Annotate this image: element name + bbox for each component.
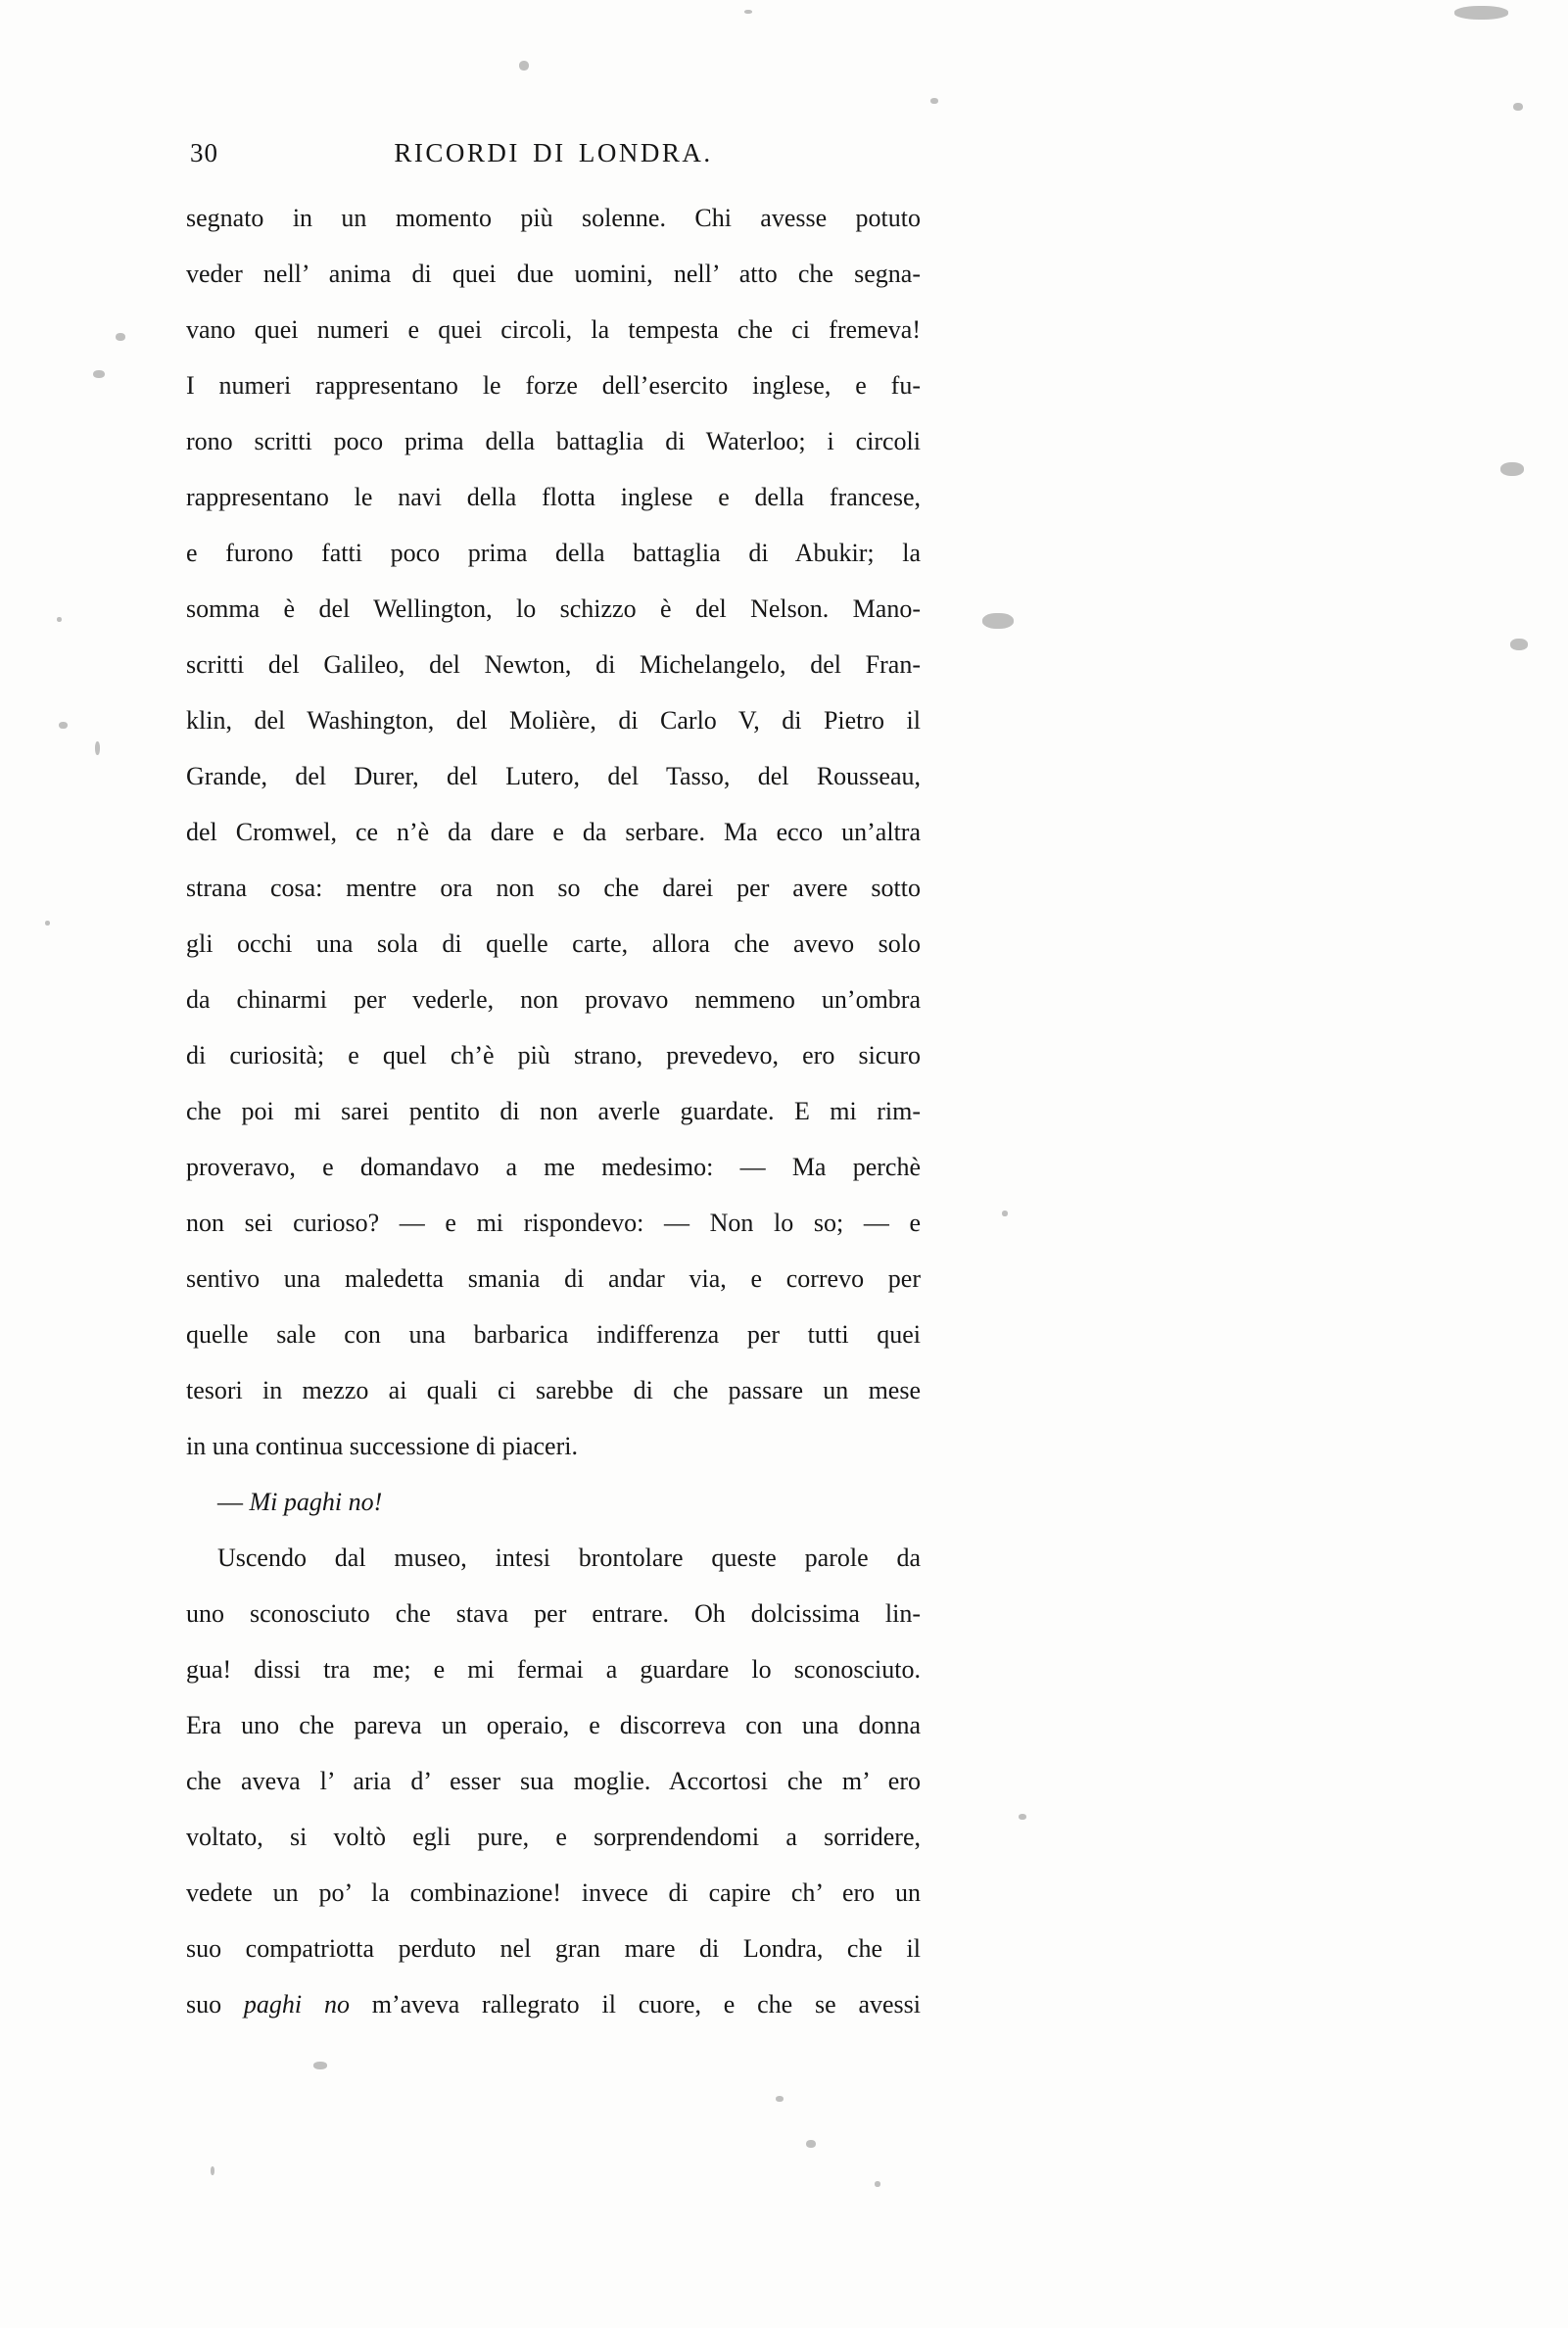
text-line (186, 1697, 921, 1753)
paragraph (186, 1474, 921, 1530)
text-segment: Era uno che pareva un operaio, e discorreva con una donna (186, 1711, 921, 1739)
text-segment: somma è del Wellington, lo schizzo è del Nelson. Mano- (186, 594, 921, 623)
page-body (186, 190, 921, 2032)
text-segment: gua! dissi tra me; e mi fermai a guardare lo sconosciuto. (186, 1655, 921, 1684)
text-segment: rono scritti poco prima della battaglia di Waterloo; i circoli (186, 427, 921, 455)
text-segment: rappresentano le navi della flotta inglese e della francese, (186, 483, 921, 511)
text-segment: proveravo, e domandavo a me medesimo: — Ma perchè (186, 1153, 921, 1181)
text-line (186, 1418, 921, 1474)
text-line (186, 1641, 921, 1697)
text-line (186, 357, 921, 413)
text-line (186, 1083, 921, 1139)
text-line (186, 916, 921, 972)
text-segment: segnato in un momento più solenne. Chi avesse potuto (186, 204, 921, 232)
text-line (186, 581, 921, 637)
text-line (186, 692, 921, 748)
text-segment: vano quei numeri e quei circoli, la tempesta che ci fremeva! (186, 315, 921, 344)
text-segment: in una continua successione di piaceri. (186, 1432, 578, 1460)
text-segment: di curiosità; e quel ch’è più strano, prevedevo, ero sicuro (186, 1041, 921, 1069)
text-line (186, 860, 921, 916)
text-line (186, 1865, 921, 1921)
text-segment: scritti del Galileo, del Newton, di Michelangelo, del Fran- (186, 650, 921, 679)
text-column (186, 133, 921, 2032)
running-header: RICORDI DI LONDRA. (394, 138, 713, 167)
italic-text-segment: paghi no (243, 1990, 350, 2019)
text-line (186, 1921, 921, 1976)
text-line (186, 1195, 921, 1251)
text-segment: da chinarmi per vederle, non provavo nemmeno un’ombra (186, 985, 921, 1014)
text-segment: m’aveva rallegrato il cuore, e che se avessi (349, 1990, 921, 2019)
text-line (186, 1809, 921, 1865)
text-segment: voltato, si voltò egli pure, e sorprendendomi a sorridere, (186, 1823, 921, 1851)
text-segment: uno sconosciuto che stava per entrare. Oh dolcissima lin- (186, 1599, 921, 1628)
text-segment: tesori in mezzo ai quali ci sarebbe di che passare un mese (186, 1376, 921, 1404)
text-segment: suo (186, 1990, 244, 2019)
text-line (186, 748, 921, 804)
text-segment: che aveva l’ aria d’ esser sua moglie. Accortosi che m’ ero (186, 1767, 921, 1795)
text-line (186, 469, 921, 525)
text-segment: che poi mi sarei pentito di non averle guardate. E mi rim- (186, 1097, 921, 1125)
text-line (186, 972, 921, 1027)
text-segment: non sei curioso? — e mi rispondevo: — Non lo so; — e (186, 1209, 921, 1237)
text-line (186, 246, 921, 302)
text-segment: strana cosa: mentre ora non so che darei per avere sotto (186, 874, 921, 902)
text-line (186, 1139, 921, 1195)
text-line (186, 1474, 921, 1530)
text-line (186, 1307, 921, 1362)
text-segment: vedete un po’ la combinazione! invece di capire ch’ ero un (186, 1878, 921, 1907)
text-segment: klin, del Washington, del Molière, di Carlo V, di Pietro il (186, 706, 921, 735)
text-segment: quelle sale con una barbarica indifferenza per tutti quei (186, 1320, 921, 1349)
text-line (186, 302, 921, 357)
text-line (186, 1027, 921, 1083)
text-line (186, 413, 921, 469)
text-line (186, 637, 921, 692)
text-segment: del Cromwel, ce n’è da dare e da serbare. Ma ecco un’altra (186, 818, 921, 846)
text-segment: Uscendo dal museo, intesi brontolare queste parole da (217, 1544, 921, 1572)
text-line (186, 1362, 921, 1418)
page-number: 30 (190, 138, 218, 167)
text-segment: e furono fatti poco prima della battaglia di Abukir; la (186, 539, 921, 567)
paragraph (186, 190, 921, 1474)
text-line (186, 525, 921, 581)
text-segment: gli occhi una sola di quelle carte, allora che avevo solo (186, 929, 921, 958)
text-segment: sentivo una maledetta smania di andar via, e correvo per (186, 1264, 921, 1293)
italic-text-segment: Mi paghi no! (249, 1488, 383, 1516)
text-line (186, 1586, 921, 1641)
text-line (186, 1530, 921, 1586)
text-line (186, 190, 921, 246)
text-segment: Grande, del Durer, del Lutero, del Tasso, del Rousseau, (186, 762, 921, 790)
text-line (186, 1251, 921, 1307)
text-line (186, 1976, 921, 2032)
paragraph (186, 1530, 921, 2032)
text-line (186, 1753, 921, 1809)
running-header-row (186, 133, 921, 190)
text-line (186, 804, 921, 860)
text-segment: I numeri rappresentano le forze dell’esercito inglese, e fu- (186, 371, 921, 400)
text-segment: suo compatriotta perduto nel gran mare di Londra, che il (186, 1934, 921, 1963)
text-segment: veder nell’ anima di quei due uomini, nell’ atto che segna- (186, 260, 921, 288)
text-segment: — (217, 1488, 250, 1516)
